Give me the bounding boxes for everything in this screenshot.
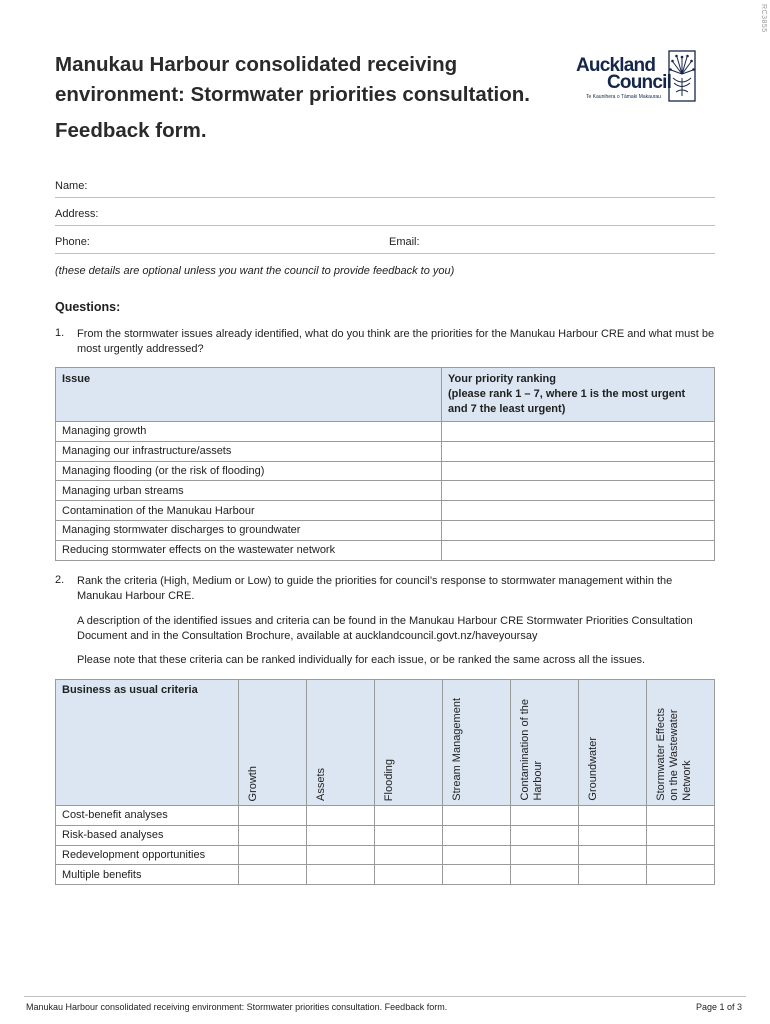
issue-column-header: Issue <box>56 368 442 422</box>
rank-input-cell[interactable] <box>375 825 443 845</box>
title-line-2: environment: Stormwater priorities consultation. <box>55 83 530 106</box>
address-label: Address: <box>55 208 99 220</box>
page-title <box>55 50 575 146</box>
criteria-column-header: Business as usual criteria <box>56 680 239 806</box>
ranking-header-line-3: and 7 the least urgent) <box>448 403 566 415</box>
pohutukawa-emblem-icon <box>668 50 696 102</box>
table-row <box>56 845 715 865</box>
rank-input-cell[interactable] <box>579 825 647 845</box>
rank-input-cell[interactable] <box>375 845 443 865</box>
optional-details-note: (these details are optional unless you want the council to provide feedback to you) <box>55 265 455 277</box>
flooding-column-header <box>375 680 443 806</box>
logo-tagline: Te Kaunihera o Tāmaki Makaurau <box>586 94 661 100</box>
table-row <box>56 501 715 521</box>
title-line-1: Manukau Harbour consolidated receiving <box>55 53 458 76</box>
question-2-number: 2. <box>55 574 65 586</box>
criteria-ranking-table <box>55 679 715 885</box>
rank-input-cell[interactable] <box>511 845 579 865</box>
criteria-cell: Multiple benefits <box>56 865 239 885</box>
column-label: Assets <box>315 767 328 801</box>
rank-input-cell[interactable] <box>647 825 715 845</box>
logo-word-auckland: Auckland <box>576 55 656 76</box>
issue-cell: Managing growth <box>56 422 442 442</box>
priority-ranking-table <box>55 367 715 561</box>
document-code: RC3855 <box>760 4 767 33</box>
question-2-note: Please note that these criteria can be ranked individually for each issue, or be ranked the same across all the issues. <box>77 654 646 666</box>
column-label: Stream Management <box>451 698 464 801</box>
footer-divider <box>24 996 746 997</box>
rank-input-cell[interactable] <box>443 825 511 845</box>
column-label: Stormwater Effects <box>655 708 668 801</box>
ranking-header-line-1: Your priority ranking <box>448 373 556 385</box>
ranking-input-cell[interactable] <box>442 422 715 442</box>
ranking-input-cell[interactable] <box>442 540 715 560</box>
rank-input-cell[interactable] <box>647 845 715 865</box>
issue-cell: Managing urban streams <box>56 481 442 501</box>
rank-input-cell[interactable] <box>239 865 307 885</box>
column-label: on the Wastewater <box>668 709 681 801</box>
table-row <box>56 441 715 461</box>
auckland-council-logo <box>574 50 724 105</box>
ranking-input-cell[interactable] <box>442 481 715 501</box>
rank-input-cell[interactable] <box>579 845 647 865</box>
stream-management-column-header <box>443 680 511 806</box>
criteria-cell: Cost-benefit analyses <box>56 806 239 826</box>
column-label: Flooding <box>383 758 396 801</box>
table-row <box>56 520 715 540</box>
column-label: Network <box>681 760 694 801</box>
table-row <box>56 481 715 501</box>
name-label: Name: <box>55 180 88 192</box>
criteria-cell: Redevelopment opportunities <box>56 845 239 865</box>
rank-input-cell[interactable] <box>307 806 375 826</box>
groundwater-column-header <box>579 680 647 806</box>
criteria-cell: Risk-based analyses <box>56 825 239 845</box>
address-field[interactable] <box>55 204 715 226</box>
title-line-3: Feedback form. <box>55 119 207 142</box>
phone-email-row[interactable] <box>55 232 715 254</box>
growth-column-header <box>239 680 307 806</box>
assets-column-header <box>307 680 375 806</box>
question-2-text: Rank the criteria (High, Medium or Low) to guide the priorities for council’s response to stormwater management within the Manukau Harbour CRE. <box>77 575 673 602</box>
column-label: Growth <box>247 765 260 801</box>
ranking-input-cell[interactable] <box>442 441 715 461</box>
rank-input-cell[interactable] <box>579 806 647 826</box>
rank-input-cell[interactable] <box>511 825 579 845</box>
issue-cell: Managing stormwater discharges to groundwater <box>56 520 442 540</box>
table-row <box>56 865 715 885</box>
ranking-header-line-2: (please rank 1 – 7, where 1 is the most urgent <box>448 388 686 400</box>
phone-label: Phone: <box>55 236 90 248</box>
ranking-column-header <box>442 368 715 422</box>
column-label: Groundwater <box>587 737 600 801</box>
rank-input-cell[interactable] <box>307 865 375 885</box>
issue-cell: Contamination of the Manukau Harbour <box>56 501 442 521</box>
rank-input-cell[interactable] <box>647 865 715 885</box>
column-label: Contamination of the <box>519 699 532 801</box>
footer-document-title: Manukau Harbour consolidated receiving environment: Stormwater priorities consultation. Feedback form. <box>26 1002 448 1012</box>
ranking-input-cell[interactable] <box>442 501 715 521</box>
issue-cell: Reducing stormwater effects on the wastewater network <box>56 540 442 560</box>
rank-input-cell[interactable] <box>647 806 715 826</box>
logo-word-council: Council <box>607 72 672 93</box>
rank-input-cell[interactable] <box>443 865 511 885</box>
rank-input-cell[interactable] <box>307 845 375 865</box>
table-row <box>56 461 715 481</box>
table-header-row <box>56 368 715 422</box>
question-2-description: A description of the identified issues and criteria can be found in the Manukau Harbour CRE Stormwater Priorities Consultation Document and in the Consultation Brochure, available at aucklandcouncil.govt.nz/haveyoursay <box>77 615 693 642</box>
rank-input-cell[interactable] <box>443 845 511 865</box>
issue-cell: Managing flooding (or the risk of flooding) <box>56 461 442 481</box>
issue-cell: Managing our infrastructure/assets <box>56 441 442 461</box>
rank-input-cell[interactable] <box>239 806 307 826</box>
table-row <box>56 806 715 826</box>
name-field[interactable] <box>55 176 715 198</box>
ranking-input-cell[interactable] <box>442 461 715 481</box>
ranking-input-cell[interactable] <box>442 520 715 540</box>
footer-page-number: Page 1 of 3 <box>695 1002 742 1012</box>
question-1-text: From the stormwater issues already identified, what do you think are the priorities for the Manukau Harbour CRE and what must be most urgently addressed? <box>77 328 715 355</box>
rank-input-cell[interactable] <box>511 865 579 885</box>
rank-input-cell[interactable] <box>239 845 307 865</box>
rank-input-cell[interactable] <box>375 865 443 885</box>
table-row <box>56 825 715 845</box>
rank-input-cell[interactable] <box>239 825 307 845</box>
table-row <box>56 540 715 560</box>
column-label: Harbour <box>532 761 545 801</box>
rank-input-cell[interactable] <box>375 806 443 826</box>
email-label: Email: <box>389 236 420 248</box>
rank-input-cell[interactable] <box>443 806 511 826</box>
wastewater-column-header <box>647 680 715 806</box>
rank-input-cell[interactable] <box>307 825 375 845</box>
rank-input-cell[interactable] <box>511 806 579 826</box>
table-header-row <box>56 680 715 806</box>
rank-input-cell[interactable] <box>579 865 647 885</box>
question-1-number: 1. <box>55 327 65 339</box>
table-row <box>56 422 715 442</box>
questions-heading: Questions: <box>55 300 121 314</box>
contamination-column-header <box>511 680 579 806</box>
